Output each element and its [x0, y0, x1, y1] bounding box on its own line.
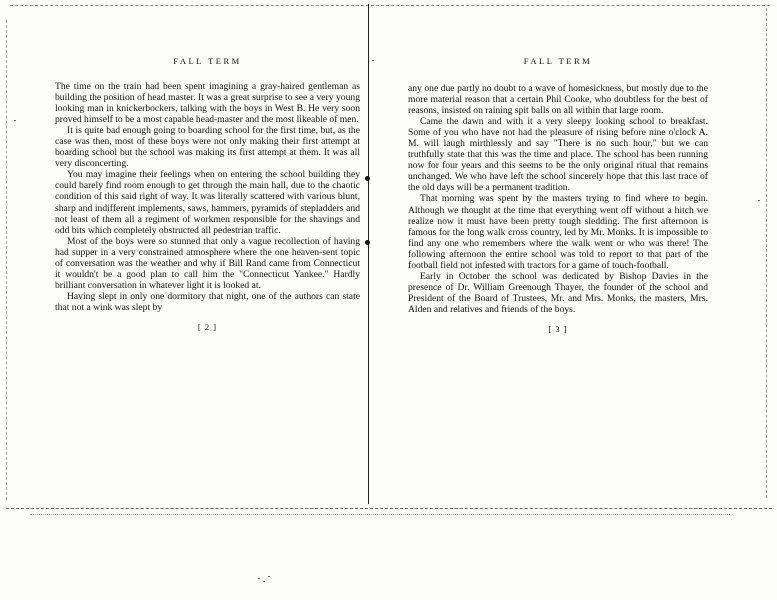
scan-speck: [258, 578, 260, 579]
left-edge-artifact: [6, 20, 7, 500]
bottom-edge-artifact: [30, 514, 730, 515]
top-edge-artifact: [10, 5, 770, 6]
scan-speck: [263, 581, 265, 582]
gutter-mark: [365, 176, 370, 181]
scan-speck: [372, 60, 374, 61]
paragraph: The time on the train had been spent imagining a gray-haired gentleman as building the position of head master. It was a great surprise to see a very young looking man in knickerbockers, talking with the boys in West B. He very soon proved himself to be a most capable head-master and the most likeable of men.: [55, 81, 360, 126]
paragraph: Came the dawn and with it a very sleepy looking school to breakfast. Some of you who have not had the pleasure of rising before nine o'clock A. M. will laugh mirthlessly and say "There is no such hour," but we can truthfully state that this was the time and place. The school has been running now for four years and this seems to be the only original ritual that remains unchanged. We who have left the school sincerely hope that this last trace of the old days will be a permanent tradition.: [408, 116, 708, 194]
paragraph: It is quite bad enough going to boarding school for the first time, but, as the case was then, most of these boys were not only making their first attempt at boarding school but the school was making its first attempt at them. It was all very disconcerting.: [55, 125, 360, 170]
right-edge-artifact: [766, 8, 767, 498]
paragraph: Most of the boys were so stunned that only a vague recollection of having had supper in a very constrained atmosphere where the one heaven-sent topic of conversation was the weather and why if Bill Rand came from Connecticut it wouldn't be a good plan to call him the "Connecticut Yankee." Hardly brilliant conversation in whatever light it is looked at.: [55, 235, 360, 291]
scan-speck: [14, 120, 16, 121]
scan-speck: [268, 576, 270, 577]
page-number: [ 2 ]: [197, 321, 218, 332]
gutter-mark: [365, 240, 370, 245]
page-body: [408, 83, 708, 315]
paragraph: You may imagine their feelings when on entering the school building they could barely find room enough to get through the main hall, due to the chaotic condition of this said right of way. It was literally scattered with various blunt, sharp and indifferent implements, saws, hammers, pyramids of stepladders and not least of them all a regiment of workmen responsible for the shavings and odd bits which completely obstructed all pedestrian traffic.: [55, 169, 360, 236]
paragraph: Early in October the school was dedicated by Bishop Davies in the presence of Dr. William Greenough Thayer, the founder of the school and President of the Board of Trustees, Mr. and Mrs. Monks, the masters, Mrs. Alden and relatives and friends of the boys.: [408, 270, 708, 315]
paragraph: Having slept in only one dormitory that night, one of the authors can state that not a wink was slept by: [55, 290, 360, 313]
scan-speck: [758, 200, 760, 201]
left-page: [55, 56, 360, 332]
right-page: [408, 56, 708, 334]
book-gutter: [368, 4, 369, 504]
paragraph: That morning was spent by the masters trying to find where to begin. Although we thought at the time that everything went off without a hitch we realize now it must have been pretty tough sledding. The first afternoon is famous for the long walk cross country, led by Mr. Monks. It is impossible to find any one who remembers where the walk went or who was there! The following afternoon the entire school was told to report to that part of the football field not infested with tractors for a game of touch-football.: [408, 193, 708, 271]
page-body: [55, 81, 360, 313]
bottom-edge-artifact: [6, 508, 772, 509]
page-number: [ 3 ]: [548, 323, 568, 334]
paragraph: any one due partly no doubt to a wave of homesickness, but mostly due to the more material reason that a certain Phil Cooke, who doubtless for the best of reasons, insisted on raining spit balls on all within that large room.: [408, 83, 708, 117]
running-head: FALL TERM: [523, 56, 593, 66]
running-head: FALL TERM: [173, 56, 242, 66]
